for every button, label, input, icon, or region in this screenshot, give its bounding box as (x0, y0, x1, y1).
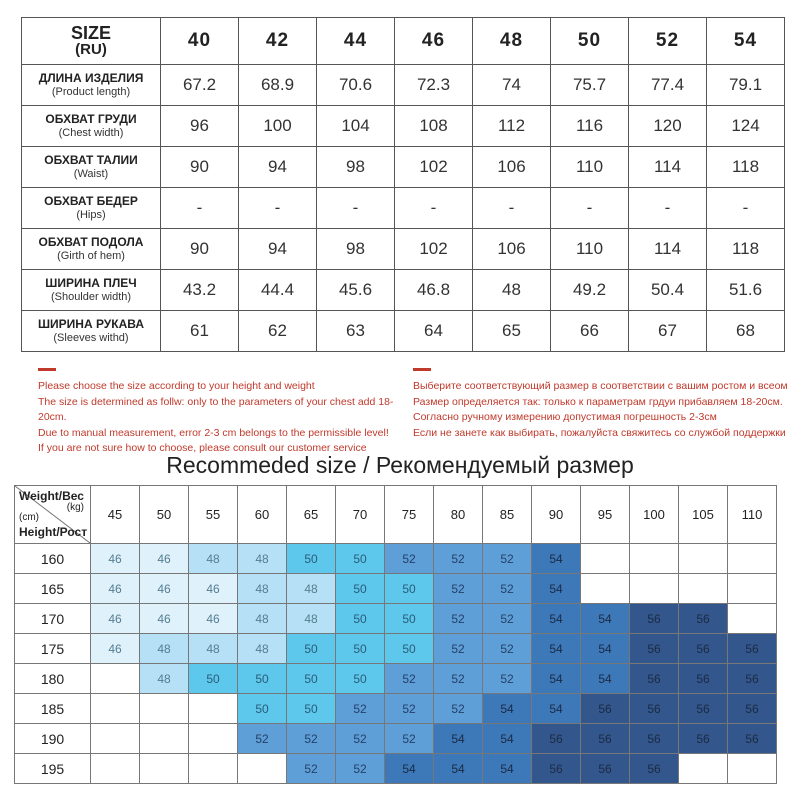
size-value-cell: 72.3 (395, 65, 473, 106)
size-header-cell: 48 (473, 18, 551, 65)
row-label-ru: ДЛИНА ИЗДЕЛИЯ (38, 71, 144, 85)
size-row (22, 311, 785, 352)
size-grid-cell: 52 (483, 544, 532, 574)
height-row (15, 604, 777, 634)
weight-header-cell: 75 (385, 486, 434, 544)
size-grid-cell: 48 (140, 634, 189, 664)
size-grid-cell: 48 (189, 544, 238, 574)
weight-header-row (15, 486, 777, 544)
size-row (22, 65, 785, 106)
height-row (15, 664, 777, 694)
row-label-en: (Sleeves withd) (53, 332, 129, 344)
row-label-en: (Shoulder width) (50, 291, 132, 303)
size-grid-cell: 52 (483, 634, 532, 664)
size-value-cell: 98 (317, 147, 395, 188)
size-grid-cell (581, 544, 630, 574)
size-value-cell: 120 (629, 106, 707, 147)
size-value-cell: 61 (161, 311, 239, 352)
size-value-cell: 110 (551, 147, 629, 188)
size-grid-cell (91, 724, 140, 754)
corner-height-label: Height/Рост (19, 525, 88, 539)
accent-bar (413, 368, 431, 371)
size-value-cell: 46.8 (395, 270, 473, 311)
size-value-cell: - (395, 188, 473, 229)
size-grid-cell: 52 (385, 664, 434, 694)
size-grid-cell (140, 754, 189, 784)
weight-header-cell: 85 (483, 486, 532, 544)
weight-header-cell: 70 (336, 486, 385, 544)
size-grid-cell: 56 (581, 694, 630, 724)
size-grid-cell: 52 (434, 604, 483, 634)
recommended-size-table (14, 485, 777, 784)
size-row (22, 270, 785, 311)
size-grid-cell (91, 664, 140, 694)
size-header-row (22, 18, 785, 65)
size-value-cell: 98 (317, 229, 395, 270)
size-grid-cell: 50 (336, 604, 385, 634)
size-grid-cell: 50 (385, 604, 434, 634)
size-header-cell: 44 (317, 18, 395, 65)
size-grid-cell: 46 (189, 574, 238, 604)
size-grid-cell (728, 754, 777, 784)
size-value-cell: 79.1 (707, 65, 785, 106)
size-grid-cell: 56 (630, 604, 679, 634)
size-grid-cell: 52 (434, 544, 483, 574)
size-value-cell: 44.4 (239, 270, 317, 311)
size-grid-cell: 52 (336, 694, 385, 724)
size-grid-cell: 48 (238, 634, 287, 664)
size-grid-cell: 52 (483, 604, 532, 634)
size-value-cell: 90 (161, 229, 239, 270)
size-corner-cell (22, 18, 161, 65)
weight-header-cell: 80 (434, 486, 483, 544)
size-value-cell: 100 (239, 106, 317, 147)
size-grid-cell: 52 (483, 664, 532, 694)
size-grid-cell: 56 (581, 754, 630, 784)
note-line: The size is determined as follw: only to the parameters of your chest add 18-20cm. (38, 395, 394, 423)
size-grid-cell (238, 754, 287, 784)
size-grid-cell: 54 (532, 604, 581, 634)
weight-header-cell: 95 (581, 486, 630, 544)
size-grid-cell: 50 (336, 544, 385, 574)
rec-corner-cell (15, 486, 91, 544)
size-value-cell: 45.6 (317, 270, 395, 311)
row-label-en: (Product length) (51, 86, 131, 98)
size-value-cell: 70.6 (317, 65, 395, 106)
size-grid-cell: 54 (581, 604, 630, 634)
row-label-ru: ОБХВАТ ПОДОЛА (38, 235, 144, 249)
size-grid-cell: 56 (679, 664, 728, 694)
size-corner-label: SIZE (70, 23, 111, 43)
size-grid-cell: 50 (189, 664, 238, 694)
size-value-cell: 106 (473, 147, 551, 188)
size-grid-cell (140, 694, 189, 724)
size-grid-cell: 54 (532, 544, 581, 574)
size-grid-cell: 50 (238, 664, 287, 694)
size-grid-cell: 52 (336, 724, 385, 754)
weight-header-cell: 45 (91, 486, 140, 544)
size-header-cell: 42 (239, 18, 317, 65)
height-row (15, 574, 777, 604)
size-value-cell: 94 (239, 147, 317, 188)
size-value-cell: - (239, 188, 317, 229)
size-value-cell: 67 (629, 311, 707, 352)
note-line: Размер определяется так: только к параметрам грдуи прибавляем 18-20см. (413, 395, 783, 408)
recommended-title: Recommeded size / Рекомендуемый размер (166, 452, 634, 478)
size-grid-cell: 52 (238, 724, 287, 754)
size-value-cell: 66 (551, 311, 629, 352)
size-grid-cell: 56 (630, 664, 679, 694)
size-value-cell: 62 (239, 311, 317, 352)
size-value-cell: 102 (395, 147, 473, 188)
size-row (22, 147, 785, 188)
size-grid-cell (189, 724, 238, 754)
size-value-cell: 114 (629, 229, 707, 270)
size-grid-cell: 48 (287, 574, 336, 604)
size-grid-cell (91, 754, 140, 784)
size-value-cell: 118 (707, 229, 785, 270)
size-grid-cell: 52 (434, 574, 483, 604)
size-grid-cell (91, 694, 140, 724)
size-grid-cell: 52 (336, 754, 385, 784)
size-grid-cell (189, 754, 238, 784)
row-label-en: (Hips) (76, 209, 106, 221)
size-row-label (22, 229, 161, 270)
size-row-label (22, 270, 161, 311)
size-grid-cell: 54 (434, 724, 483, 754)
size-header-cell: 52 (629, 18, 707, 65)
size-grid-cell: 48 (238, 574, 287, 604)
notes-english (38, 368, 398, 457)
size-grid-cell (630, 544, 679, 574)
size-grid-cell: 48 (238, 604, 287, 634)
row-label-en: (Waist) (73, 168, 109, 180)
size-grid-cell: 46 (189, 604, 238, 634)
weight-header-cell: 110 (728, 486, 777, 544)
size-value-cell: 68 (707, 311, 785, 352)
height-row (15, 634, 777, 664)
size-value-cell: - (551, 188, 629, 229)
size-grid-cell: 52 (287, 754, 336, 784)
size-grid-cell: 52 (287, 724, 336, 754)
size-value-cell: 51.6 (707, 270, 785, 311)
size-grid-cell (679, 754, 728, 784)
height-header-cell: 180 (15, 664, 91, 694)
size-grid-cell: 54 (483, 724, 532, 754)
size-value-cell: 106 (473, 229, 551, 270)
row-label-en: (Chest width) (58, 127, 124, 139)
size-row (22, 106, 785, 147)
size-value-cell: 108 (395, 106, 473, 147)
size-header-cell: 40 (161, 18, 239, 65)
size-grid-cell (630, 574, 679, 604)
size-grid-cell: 46 (140, 604, 189, 634)
size-value-cell: 74 (473, 65, 551, 106)
size-value-cell: 75.7 (551, 65, 629, 106)
size-grid-cell (728, 544, 777, 574)
size-value-cell: 48 (473, 270, 551, 311)
size-grid-cell (189, 694, 238, 724)
size-value-cell: 112 (473, 106, 551, 147)
height-header-cell: 170 (15, 604, 91, 634)
size-grid-cell: 56 (728, 694, 777, 724)
size-grid-cell (728, 604, 777, 634)
corner-weight-label: Weight/Вес (19, 489, 84, 503)
size-grid-cell: 56 (679, 634, 728, 664)
size-grid-cell: 46 (140, 574, 189, 604)
size-grid-cell: 46 (140, 544, 189, 574)
size-grid-cell: 52 (385, 544, 434, 574)
size-grid-cell: 48 (189, 634, 238, 664)
size-row-label (22, 147, 161, 188)
note-line: Если не занете как выбирать, пожалуйста свяжитесь со службой поддержки (413, 426, 786, 439)
corner-kg-label: (kg) (66, 502, 84, 513)
note-line: Please choose the size according to your height and weight (38, 380, 315, 392)
size-grid-cell: 52 (385, 724, 434, 754)
size-grid-cell: 46 (91, 604, 140, 634)
size-grid-cell (679, 574, 728, 604)
size-grid-cell: 54 (434, 754, 483, 784)
row-label-ru: ШИРИНА РУКАВА (37, 317, 144, 331)
size-value-cell: 43.2 (161, 270, 239, 311)
size-value-cell: 110 (551, 229, 629, 270)
size-grid-cell (140, 724, 189, 754)
size-grid-cell: 56 (532, 724, 581, 754)
height-row (15, 544, 777, 574)
size-grid-cell: 54 (385, 754, 434, 784)
corner-cm-label: (cm) (19, 512, 39, 523)
size-row-label (22, 188, 161, 229)
size-grid-cell: 56 (630, 754, 679, 784)
size-chart-table (21, 17, 785, 352)
size-grid-cell: 56 (728, 634, 777, 664)
size-grid-cell: 56 (532, 754, 581, 784)
size-grid-cell: 48 (140, 664, 189, 694)
size-value-cell: 90 (161, 147, 239, 188)
size-value-cell: 63 (317, 311, 395, 352)
size-grid-cell: 56 (679, 604, 728, 634)
size-grid-cell: 50 (287, 664, 336, 694)
size-grid-cell: 54 (532, 634, 581, 664)
size-grid-cell (728, 574, 777, 604)
size-value-cell: 64 (395, 311, 473, 352)
size-grid-cell (679, 544, 728, 574)
size-grid-cell: 56 (630, 694, 679, 724)
height-header-cell: 195 (15, 754, 91, 784)
size-value-cell: 116 (551, 106, 629, 147)
size-grid-cell: 54 (483, 694, 532, 724)
height-header-cell: 190 (15, 724, 91, 754)
size-grid-cell: 56 (728, 664, 777, 694)
size-grid-cell: 54 (532, 694, 581, 724)
size-grid-cell: 50 (287, 544, 336, 574)
size-grid-cell: 52 (385, 694, 434, 724)
row-label-ru: ОБХВАТ ТАЛИИ (44, 153, 138, 167)
accent-bar (38, 368, 56, 371)
size-grid-cell: 50 (287, 634, 336, 664)
size-row-label (22, 106, 161, 147)
size-value-cell: 65 (473, 311, 551, 352)
weight-header-cell: 60 (238, 486, 287, 544)
size-grid-cell: 46 (91, 544, 140, 574)
row-label-ru: ОБХВАТ БЕДЕР (44, 194, 138, 208)
note-line: Согласно ручному измерению допустимая погрешность 2-3см (413, 411, 717, 423)
size-value-cell: 50.4 (629, 270, 707, 311)
size-value-cell: - (629, 188, 707, 229)
size-grid-cell: 50 (385, 634, 434, 664)
size-grid-cell: 56 (630, 724, 679, 754)
size-value-cell: 67.2 (161, 65, 239, 106)
weight-header-cell: 90 (532, 486, 581, 544)
size-value-cell: 118 (707, 147, 785, 188)
size-value-cell: 104 (317, 106, 395, 147)
note-line: If you are not sure how to choose, please consult our customer service (38, 442, 367, 454)
size-grid-cell: 54 (532, 664, 581, 694)
size-row-label (22, 311, 161, 352)
size-value-cell: 96 (161, 106, 239, 147)
size-grid-cell: 46 (91, 634, 140, 664)
height-header-cell: 185 (15, 694, 91, 724)
size-grid-cell: 52 (483, 574, 532, 604)
size-corner-sublabel: (RU) (75, 41, 107, 58)
size-grid-cell: 54 (532, 574, 581, 604)
size-grid-cell: 48 (287, 604, 336, 634)
size-value-cell: 49.2 (551, 270, 629, 311)
size-grid-cell: 56 (630, 634, 679, 664)
size-header-cell: 54 (707, 18, 785, 65)
weight-header-cell: 100 (630, 486, 679, 544)
size-grid-cell: 46 (91, 574, 140, 604)
size-grid-cell: 52 (434, 634, 483, 664)
size-header-cell: 50 (551, 18, 629, 65)
size-grid-cell: 54 (581, 634, 630, 664)
size-grid-cell: 54 (483, 754, 532, 784)
size-grid-cell: 50 (336, 664, 385, 694)
size-value-cell: 114 (629, 147, 707, 188)
size-grid-cell: 52 (434, 664, 483, 694)
weight-header-cell: 65 (287, 486, 336, 544)
note-line: Выберите соответствующий размер в соответствии с вашим ростом и всеом (413, 380, 788, 392)
note-line: Due to manual measurement, error 2-3 cm belongs to the permissible level! (38, 426, 389, 439)
size-grid-cell: 50 (336, 574, 385, 604)
height-header-cell: 165 (15, 574, 91, 604)
size-grid-cell: 54 (581, 664, 630, 694)
size-grid-cell: 48 (238, 544, 287, 574)
size-grid-cell: 56 (728, 724, 777, 754)
size-row (22, 188, 785, 229)
weight-header-cell: 50 (140, 486, 189, 544)
row-label-ru: ОБХВАТ ГРУДИ (45, 112, 137, 126)
size-value-cell: - (473, 188, 551, 229)
height-header-cell: 160 (15, 544, 91, 574)
size-grid-cell (581, 574, 630, 604)
height-header-cell: 175 (15, 634, 91, 664)
height-row (15, 754, 777, 784)
notes-russian (413, 368, 788, 441)
size-value-cell: 124 (707, 106, 785, 147)
size-grid-cell: 56 (679, 694, 728, 724)
size-value-cell: 68.9 (239, 65, 317, 106)
size-value-cell: 77.4 (629, 65, 707, 106)
size-value-cell: - (317, 188, 395, 229)
size-grid-cell: 56 (581, 724, 630, 754)
height-row (15, 694, 777, 724)
size-row-label (22, 65, 161, 106)
size-value-cell: 94 (239, 229, 317, 270)
size-grid-cell: 50 (385, 574, 434, 604)
row-label-ru: ШИРИНА ПЛЕЧ (45, 276, 137, 290)
size-value-cell: 102 (395, 229, 473, 270)
weight-header-cell: 105 (679, 486, 728, 544)
size-value-cell: - (161, 188, 239, 229)
size-row (22, 229, 785, 270)
size-grid-cell: 50 (238, 694, 287, 724)
size-grid-cell: 56 (679, 724, 728, 754)
size-grid-cell: 50 (336, 634, 385, 664)
size-header-cell: 46 (395, 18, 473, 65)
height-row (15, 724, 777, 754)
size-value-cell: - (707, 188, 785, 229)
weight-header-cell: 55 (189, 486, 238, 544)
size-grid-cell: 50 (287, 694, 336, 724)
row-label-en: (Girth of hem) (57, 250, 125, 262)
size-grid-cell: 52 (434, 694, 483, 724)
